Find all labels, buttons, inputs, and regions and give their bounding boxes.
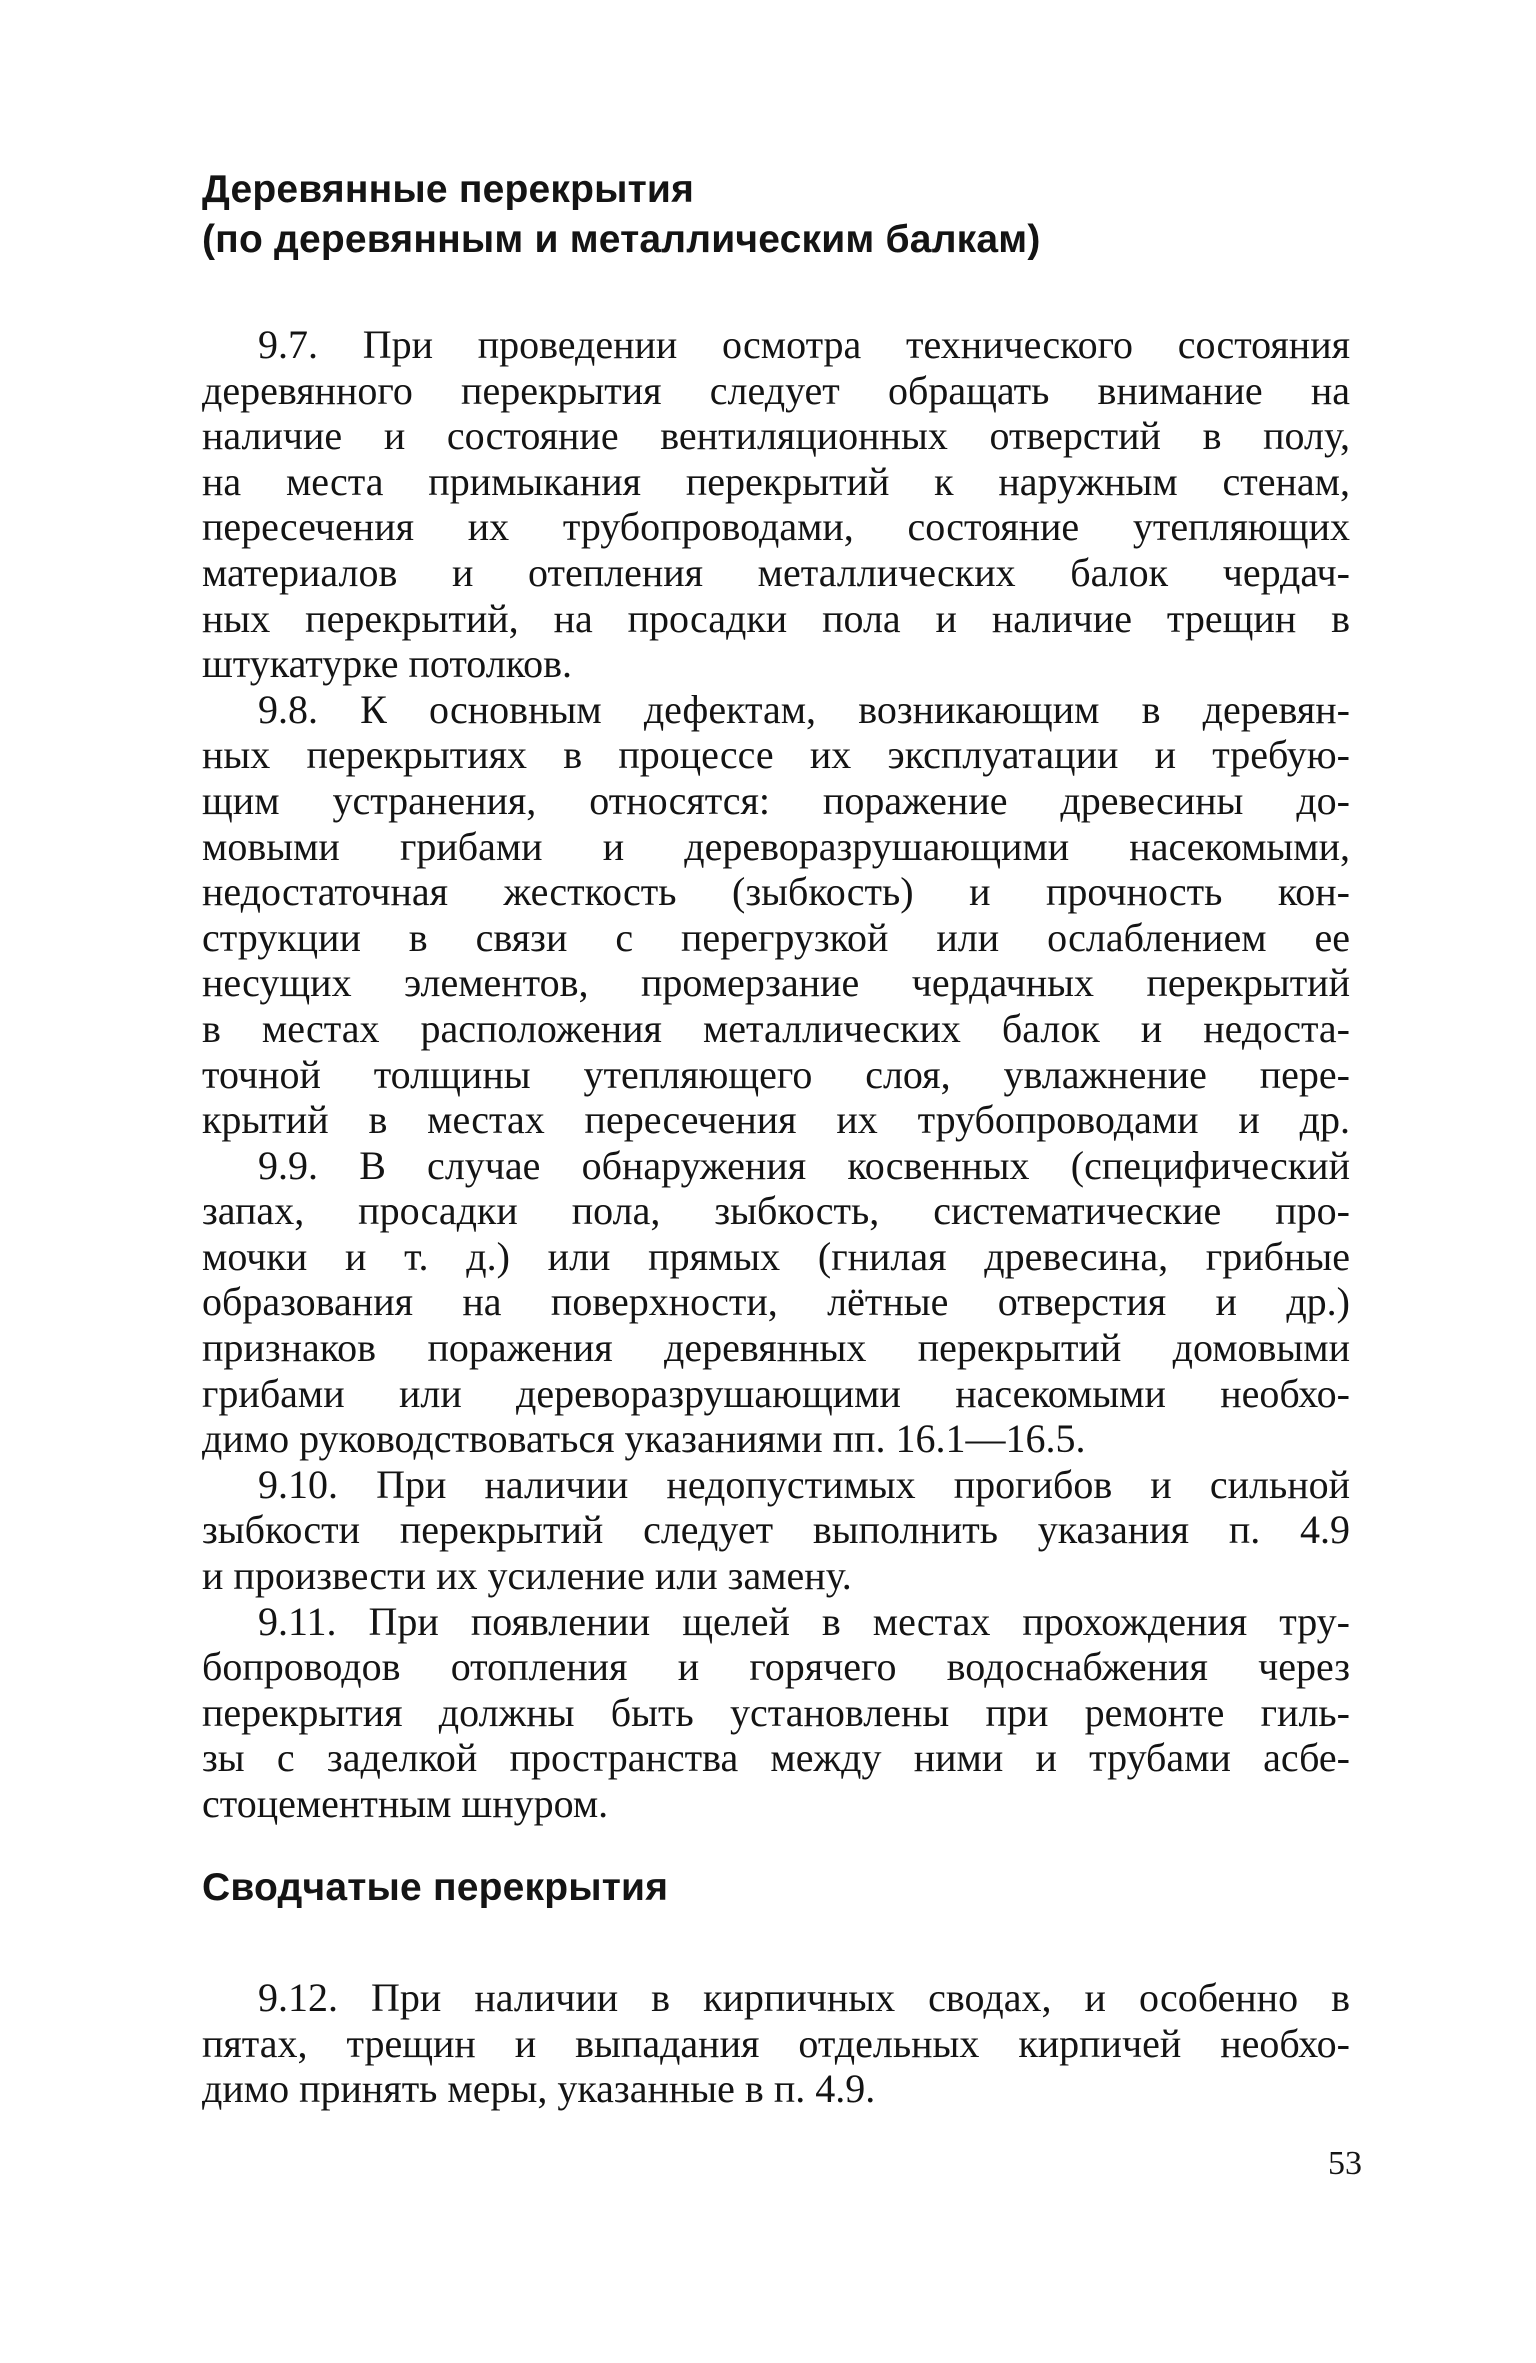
text-line: щим устранения, относятся: поражение древесины до- — [202, 777, 1350, 823]
text-line: 9.12. При наличии в кирпичных сводах, и особенно в — [258, 1975, 1350, 2020]
text-line: перекрытия должны быть установлены при ремонте гиль- — [202, 1689, 1350, 1735]
text-line: деревянного перекрытия следует обращать внимание на — [202, 367, 1350, 413]
text-line: 9.7. При проведении осмотра технического состояния — [258, 322, 1350, 367]
section-body-vaulted-floors — [202, 1975, 1350, 2112]
text-line: зы с заделкой пространства между ними и трубами асбе- — [202, 1735, 1350, 1781]
text-line: крытий в местах пересечения их трубопроводами и др. — [202, 1097, 1350, 1143]
section-heading-vaulted-floors — [202, 1863, 668, 1913]
text-line: образования на поверхности, лётные отверстия и др.) — [202, 1279, 1350, 1325]
text-line: ных перекрытий, на просадки пола и наличие трещин в — [202, 595, 1350, 641]
text-line: ных перекрытиях в процессе их эксплуатации и требую- — [202, 732, 1350, 778]
text-line: пересечения их трубопроводами, состояние утепляющих — [202, 504, 1350, 550]
text-line: бопроводов отопления и горячего водоснабжения через — [202, 1644, 1350, 1690]
text-line: пятах, трещин и выпадания отдельных кирпичей необхо- — [202, 2020, 1350, 2066]
text-line: грибами или дереворазрушающими насекомыми необхо- — [202, 1370, 1350, 1416]
section-body-wooden-floors — [202, 322, 1350, 1827]
text-line: штукатурке потолков. — [202, 641, 572, 687]
text-line: в местах расположения металлических балок и недоста- — [202, 1005, 1350, 1051]
heading-line: Деревянные перекрытия — [202, 168, 695, 211]
text-line: и произвести их усиление или замену. — [202, 1553, 852, 1599]
text-line: 9.8. К основным дефектам, возникающим в деревян- — [258, 686, 1350, 732]
text-line: мочки и т. д.) или прямых (гнилая древесина, грибные — [202, 1233, 1350, 1279]
text-line: несущих элементов, промерзание чердачных перекрытий — [202, 960, 1350, 1006]
paragraph-9-9 — [202, 1143, 1350, 1462]
text-line: материалов и отепления металлических балок чердач- — [202, 549, 1350, 595]
text-line: признаков поражения деревянных перекрытий домовыми — [202, 1325, 1350, 1371]
page-number: 53 — [1328, 2145, 1362, 2182]
text-line: 9.10. При наличии недопустимых прогибов и сильной — [258, 1461, 1350, 1507]
text-line: димо принять меры, указанные в п. 4.9. — [202, 2066, 876, 2112]
text-line: недостаточная жесткость (зыбкость) и прочность кон- — [202, 869, 1350, 915]
paragraph-9-11 — [202, 1599, 1350, 1827]
heading-line: (по деревянным и металлическим балкам) — [202, 218, 1041, 261]
paragraph-9-10 — [202, 1462, 1350, 1599]
paragraph-9-8 — [202, 687, 1350, 1143]
heading-line: Сводчатые перекрытия — [202, 1866, 669, 1909]
text-line: струкции в связи с перегрузкой или ослаблением ее — [202, 914, 1350, 960]
text-line: наличие и состояние вентиляционных отверстий в полу, — [202, 413, 1350, 459]
text-line: 9.9. В случае обнаружения косвенных (специфический — [258, 1142, 1350, 1188]
text-line: на места примыкания перекрытий к наружным стенам, — [202, 458, 1350, 504]
paragraph-9-12 — [202, 1975, 1350, 2112]
text-line: стоцементным шнуром. — [202, 1781, 609, 1826]
text-line: точной толщины утепляющего слоя, увлажнение пере- — [202, 1051, 1350, 1097]
text-line: запах, просадки пола, зыбкость, систематические про- — [202, 1188, 1350, 1234]
text-line: 9.11. При появлении щелей в местах прохождения тру- — [258, 1598, 1350, 1644]
text-line: зыбкости перекрытий следует выполнить указания п. 4.9 — [202, 1507, 1350, 1553]
paragraph-9-7 — [202, 322, 1350, 687]
section-heading-wooden-floors — [202, 165, 1041, 265]
text-line: мовыми грибами и дереворазрушающими насекомыми, — [202, 823, 1350, 869]
text-line: димо руководствоваться указаниями пп. 16.1—16.5. — [202, 1416, 1086, 1462]
